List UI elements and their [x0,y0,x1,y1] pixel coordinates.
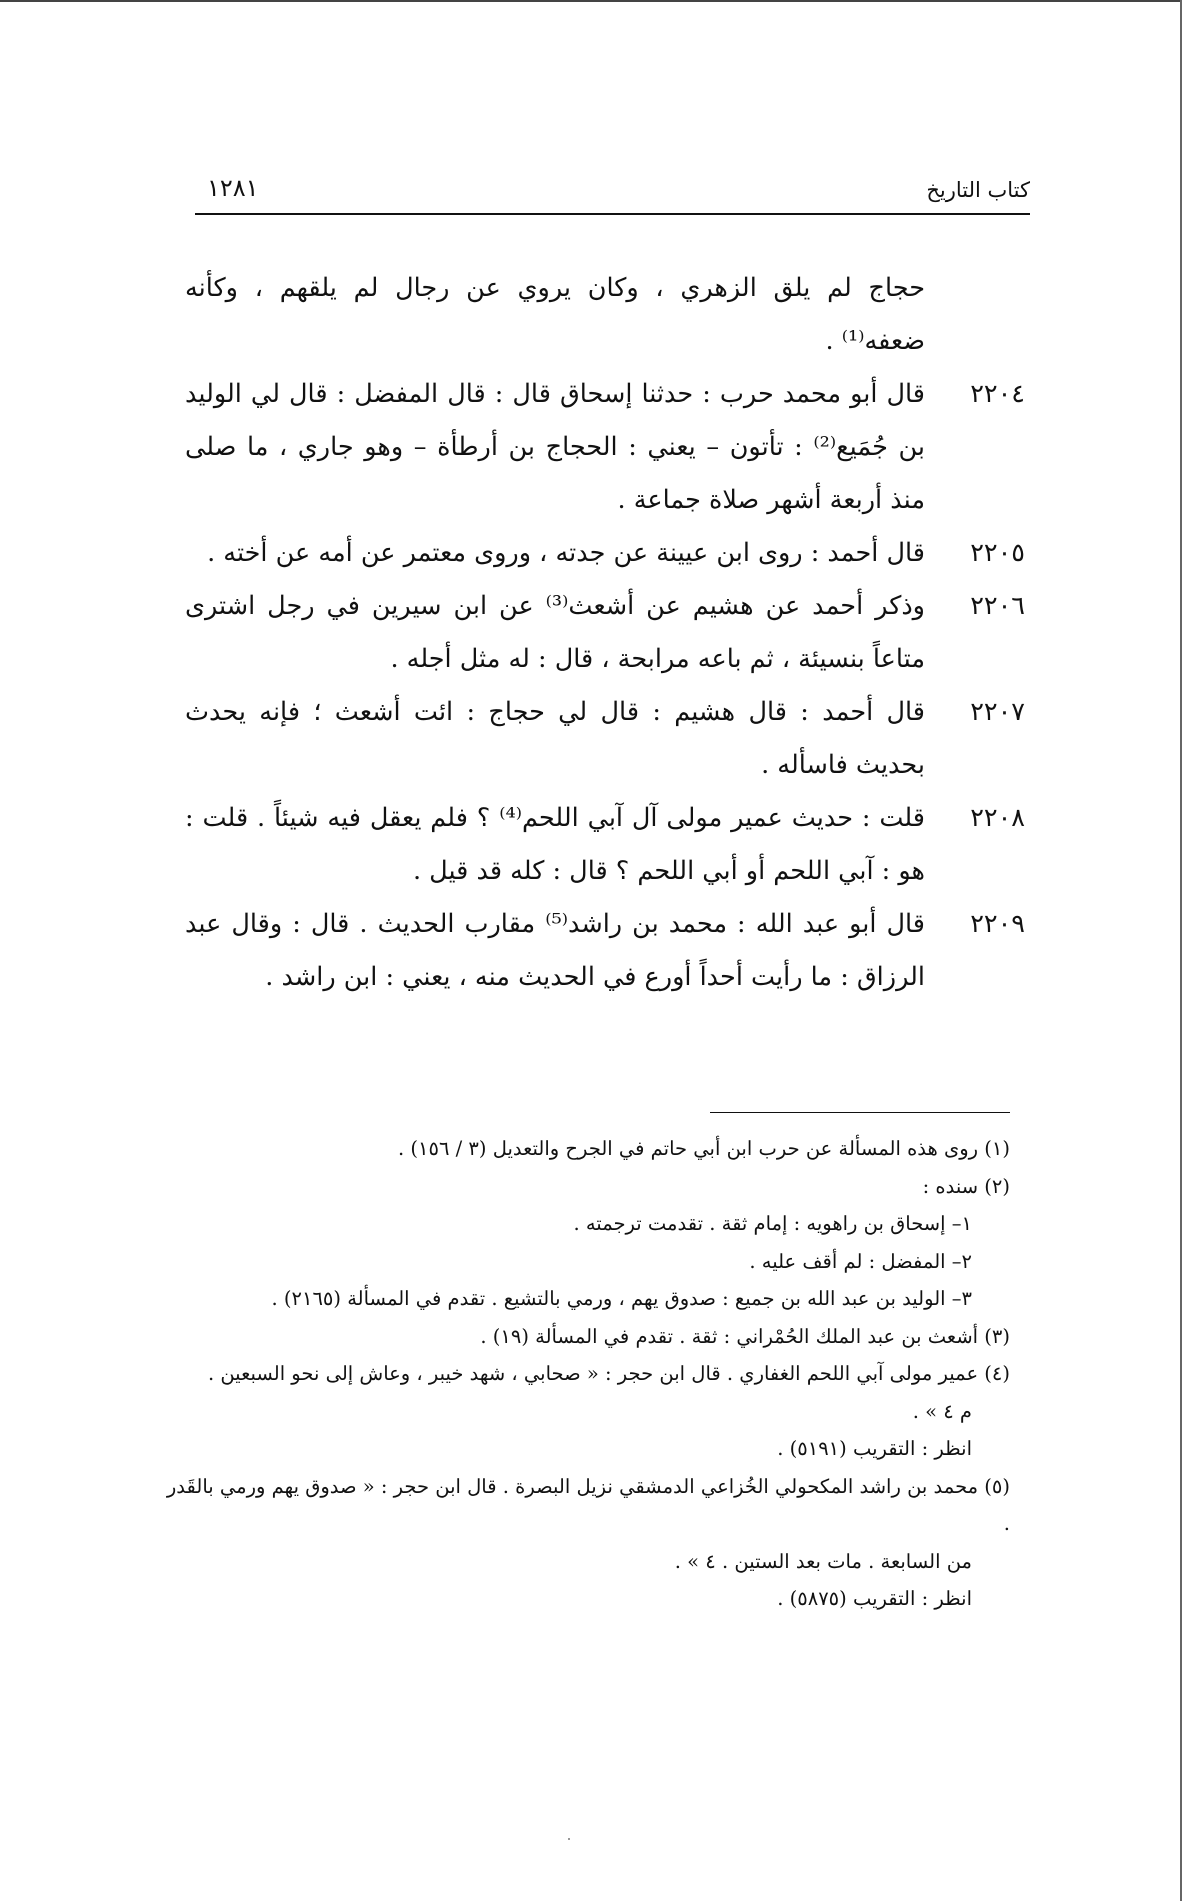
footnote-5: (٥) محمد بن راشد المكحولي الخُزاعي الدمشقي نزيل البصرة . قال ابن حجر : « صدوق يهم ورمي بالقَدر . [166,1474,1010,1535]
scan-speck [568,1838,570,1840]
entry-2204 [185,368,1025,527]
footnote-4: (٤) عمير مولى آبي اللحم الغفاري . قال ابن حجر : « صحابي ، شهد خيبر ، وعاش إلى نحو السبعين . [207,1362,1010,1385]
entry-text: قال أبو عبد الله : محمد بن راشد⁽⁵⁾ مقارب الحديث . قال : وقال عبد الرزاق : ما رأيت أحداً أورع في الحديث منه ، يعني : ابن راشد . [185,909,925,992]
entry-2205 [185,527,1025,580]
footnote-1: (١) روى هذه المسألة عن حرب ابن أبي حاتم في الجرح والتعديل (٣ / ١٥٦) . [398,1137,1010,1160]
continuation-paragraph [185,262,1025,368]
entry-2206 [185,580,1025,686]
footnote-4-reference: انظر : التقريب (٥١٩١) . [777,1437,972,1460]
footnote-2-item-1: ١– إسحاق بن راهويه : إمام ثقة . تقدمت ترجمته . [573,1212,972,1235]
entry-number: ٢٢٠٨ [970,803,1025,833]
footnote-2: (٢) سنده : [922,1174,1010,1198]
header-rule [195,213,1030,215]
continuation-line-2: ضعفه⁽¹⁾ . [825,326,925,356]
footnote-2-item-3: ٣– الوليد بن عبد الله بن جميع : صدوق يهم ، ورمي بالتشيع . تقدم في المسألة (٢١٦٥) . [271,1287,972,1310]
footnote-5-reference: انظر : التقريب (٥٨٧٥) . [777,1587,972,1610]
entry-text: قال أحمد : روى ابن عيينة عن جدته ، وروى معتمر عن أمه عن أخته . [207,538,925,568]
entry-2208 [185,792,1025,898]
footnote-5-continuation: من السابعة . مات بعد الستين . ٤ » . [674,1549,972,1573]
entry-2207 [185,686,1025,792]
footnotes [160,1130,1010,1618]
footnote-separator [710,1112,1010,1113]
entry-number: ٢٢٠٦ [970,591,1025,621]
footnote-3: (٣) أشعث بن عبد الملك الحُمْراني : ثقة . تقدم في المسألة (١٩) . [480,1324,1010,1348]
entry-number: ٢٢٠٧ [970,697,1025,727]
running-header [195,170,1030,214]
entry-number: ٢٢٠٤ [970,379,1025,409]
entry-number: ٢٢٠٥ [970,538,1025,568]
entry-number: ٢٢٠٩ [970,909,1025,939]
entry-text: قال أحمد : قال هشيم : قال لي حجاج : ائت أشعث ؛ فإنه يحدث بحديث فاسأله . [185,697,925,780]
main-text [185,262,1025,1004]
continuation-line-1: حجاج لم يلق الزهري ، وكان يروي عن رجال لم يلقهم ، وكأنه [185,273,925,303]
entry-2209 [185,898,1025,1004]
entry-text: قلت : حديث عمير مولى آل آبي اللحم⁽⁴⁾ ؟ فلم يعقل فيه شيئاً . قلت : هو : آبي اللحم أو أبي اللحم ؟ قال : كله قد قيل . [185,803,925,886]
page-number: ١٢٨١ [207,174,259,202]
entry-text: وذكر أحمد عن هشيم عن أشعث⁽³⁾ عن ابن سيرين في رجل اشترى متاعاً بنسيئة ، ثم باعه مرابحة ، قال : له مثل أجله . [185,591,925,674]
entry-text: قال أبو محمد حرب : حدثنا إسحاق قال : قال المفضل : قال لي الوليد بن جُمَيع⁽²⁾ : تأتون – يعني : الحجاج بن أرطأة – وهو جاري ، ما صلى منذ أربعة أشهر صلاة جماعة . [185,379,925,515]
scan-edge-top [0,0,1182,2]
book-title: كتاب التاريخ [926,178,1030,202]
footnote-4-continuation: م ٤ » . [912,1399,972,1423]
footnote-2-item-2: ٢– المفضل : لم أقف عليه . [749,1249,972,1273]
